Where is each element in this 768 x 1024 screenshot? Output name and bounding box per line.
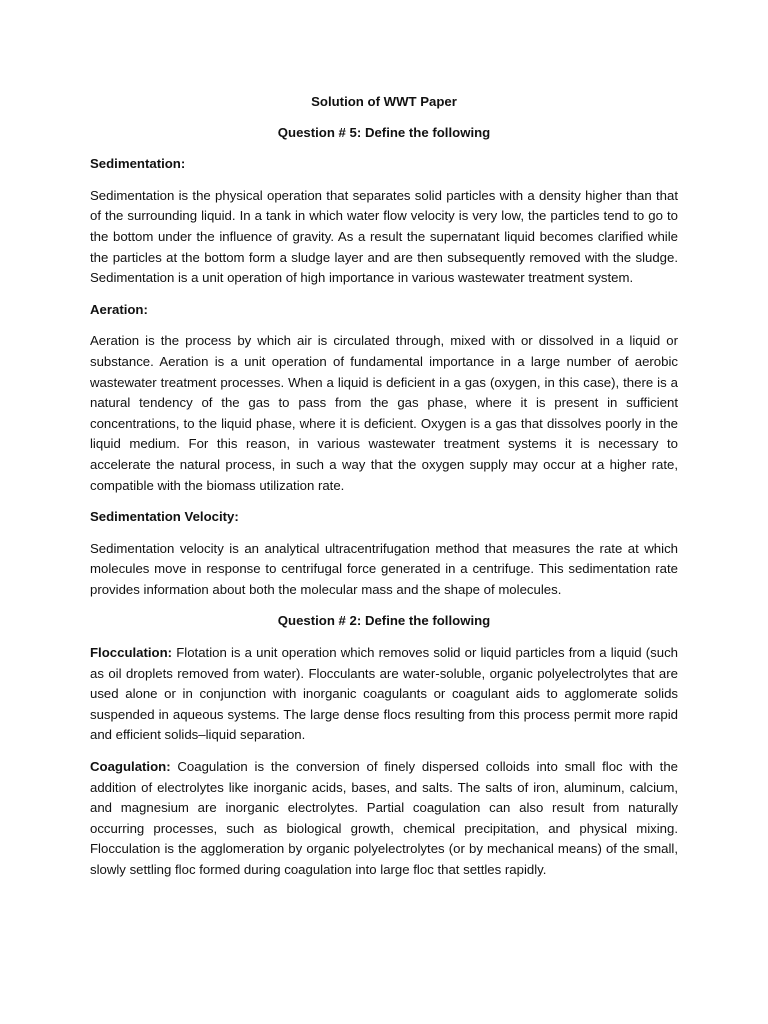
aeration-heading: Aeration: bbox=[90, 301, 148, 317]
aeration-paragraph: Aeration is the process by which air is circulated through, mixed with or dissolved in a liquid or substance. Aeration is a unit operation of fundamental importance in a large number of aerobic wastewater treatment processes. When a liquid is deficient in a gas (oxygen, in this case), there is a natural tendency of the gas to pass from the gas phase, where it is present in sufficient concentrations, to the liquid phase, where it is deficient. Oxygen is a gas that dissolves poorly in the liquid medium. For this reason, in various wastewater treatment systems it is necessary to accelerate the natural process, in such a way that the oxygen supply may occur at a higher rate, compatible with the biomass utilization rate. bbox=[90, 333, 678, 493]
sedimentation-paragraph: Sedimentation is the physical operation that separates solid particles with a density higher than that of the surrounding liquid. In a tank in which water flow velocity is very low, the particles tend to go to the bottom under the influence of gravity. As a result the supernatant liquid becomes clarified while the particles at the bottom form a sludge layer and are then subsequently removed with the sludge. Sedimentation is a unit operation of high importance in various wastewater treatment system. bbox=[90, 187, 678, 286]
coagulation-text: Coagulation is the conversion of finely dispersed colloids into small floc with the addition of electrolytes like inorganic acids, bases, and salts. The salts of iron, aluminum, calcium, and magnesium are inorganic electrolytes. Partial coagulation can also result from naturally occurring processes, such as biological growth, chemical precipitation, and physical mixing. Flocculation is the agglomeration by organic polyelectrolytes (or by mechanical means) of the small, slowly settling floc formed during coagulation into large floc that settles rapidly. bbox=[90, 759, 678, 877]
question-5-heading: Question # 5: Define the following bbox=[277, 124, 491, 140]
sedimentation-heading: Sedimentation: bbox=[90, 156, 186, 172]
flocculation-label: Flocculation: bbox=[90, 645, 173, 661]
flocculation-text: Flotation is a unit operation which removes solid or liquid particles from a liquid (such as oil droplets removed from water). Flocculants are water-soluble, organic polyelectrolytes that are used alone or in conjunction with inorganic coagulants or coagulant aids to agglomerate solids suspended in aqueous systems. The large dense flocs resulting from this process permit more rapid and efficient solids–liquid separation. bbox=[90, 645, 678, 743]
coagulation-paragraph bbox=[90, 757, 678, 881]
flocculation-paragraph bbox=[90, 643, 678, 746]
document-page bbox=[90, 92, 678, 892]
document-title: Solution of WWT Paper bbox=[311, 94, 457, 109]
sedimentation-velocity-paragraph: Sedimentation velocity is an analytical ultracentrifugation method that measures the rate at which molecules move in response to centrifugal force generated in a centrifuge. This sedimentation rate provides information about both the molecular mass and the shape of molecules. bbox=[90, 540, 678, 597]
coagulation-label: Coagulation: bbox=[90, 759, 171, 775]
question-2-heading: Question # 2: Define the following bbox=[277, 613, 491, 629]
sedimentation-velocity-heading: Sedimentation Velocity: bbox=[90, 509, 239, 525]
